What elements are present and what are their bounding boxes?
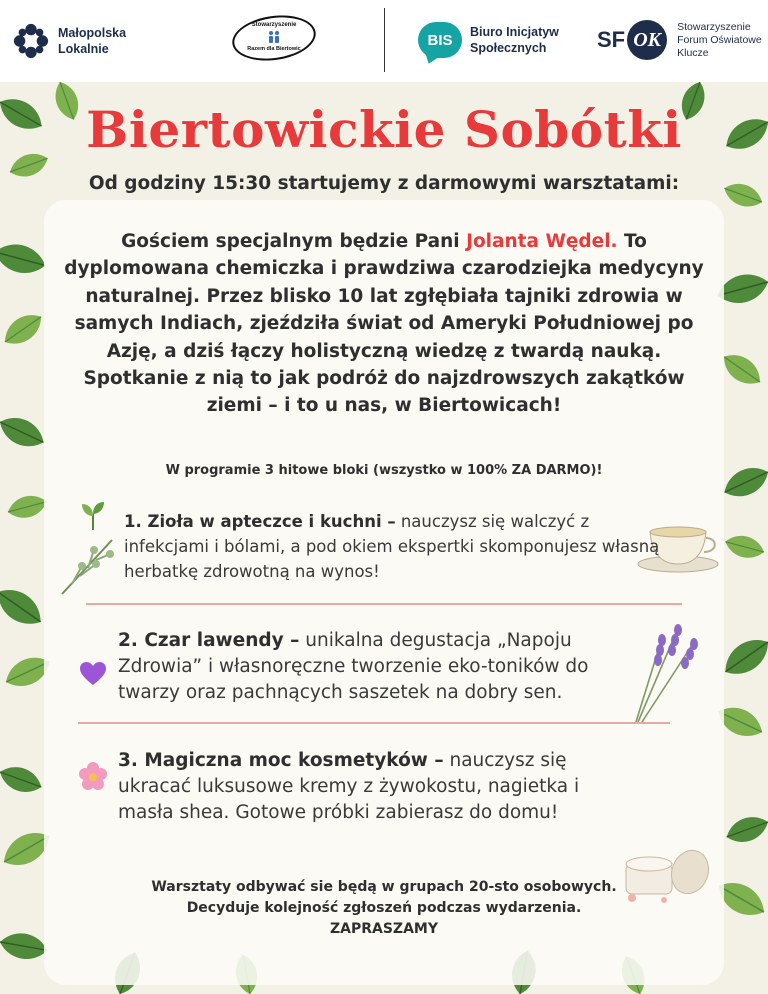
block-2-text: unikalna degustacja „Napoju Zdrowia” i własnoręczne tworzenie eko-toników do twarzy oraz pachnących saszetek na dobry sen. — [118, 630, 589, 703]
block-2-title: 2. Czar lawendy – — [118, 630, 300, 651]
bis-line2: Społecznych — [470, 41, 547, 55]
sfok-ok-badge: OK — [627, 20, 667, 60]
sfok-line3: Klucze — [677, 46, 709, 59]
razem-bottom-text: Razem dla Biertowic — [247, 46, 301, 52]
malopolska-line2: Lokalnie — [58, 42, 109, 56]
malopolska-line1: Małopolska — [58, 26, 127, 40]
program-block-2 — [118, 628, 638, 706]
sfok-line2: Forum Oświatowe — [677, 33, 762, 46]
herb-bundle-illustration — [52, 530, 122, 600]
partner-header — [0, 0, 768, 82]
poster-title: Biertowickie Sobótki — [86, 100, 682, 159]
bis-line1: Biuro Inicjatyw — [470, 25, 559, 39]
footer-line-3: ZAPRASZAMY — [329, 921, 438, 937]
clover-icon — [12, 22, 50, 60]
intro-lead: Gościem specjalnym będzie Pani — [121, 231, 467, 252]
block-3-text: nauczysz się ukracać luksusowe kremy z żywokostu, nagietka i masła shea. Gotowe próbki zabierasz do domu! — [118, 750, 580, 823]
footer-line-1: Warsztaty odbywać sie będą w grupach 20-sto osobowych. — [151, 879, 617, 895]
program-block-3 — [118, 748, 638, 826]
section-divider-1 — [86, 603, 682, 605]
purple-heart-icon — [80, 662, 106, 686]
intro-body: To dyplomowana chemiczka i prawdziwa czarodziejka medycyny naturalnej. Przez blisko 10 lat zgłębiała tajniki zdrowia w samych Indiach, zjeździła świat od Ameryki Południowej po Azję, a dziś łączy holistyczną wiedzę z twardą nauką. Spotkanie z nią to jak podróż do najzdrowszych zakątków ziemi – i to u nas, w Biertowicach! — [64, 231, 704, 417]
guest-intro — [54, 228, 714, 420]
bis-badge: BIS — [418, 22, 462, 58]
section-divider-2 — [78, 722, 670, 724]
malopolska-lokalnie-logo — [12, 22, 126, 60]
sprout-icon — [80, 500, 106, 530]
block-1-text: nauczysz się walczyć z infekcjami i bólami, a pod okiem ekspertki skomponujesz własną herbatkę zdrowotną na wynos! — [124, 512, 660, 581]
razem-top-text: Stowarzyszenie — [251, 22, 297, 28]
program-note: W programie 3 hitowe bloki (wszystko w 100% ZA DARMO)! — [165, 463, 603, 478]
guest-name: Jolanta Wędel. — [466, 231, 618, 252]
bis-logo — [418, 22, 559, 58]
header-divider — [384, 8, 385, 72]
poster — [0, 82, 768, 994]
razem-dla-biertowic-logo — [232, 16, 316, 60]
program-block-1 — [124, 509, 664, 584]
people-icon — [268, 30, 280, 44]
lavender-illustration — [628, 618, 708, 726]
sfok-line1: Stowarzyszenie — [677, 20, 751, 33]
footer-line-2: Decyduje kolejność zgłoszeń podczas wydarzenia. — [186, 900, 582, 916]
sfok-sf: SF — [597, 27, 626, 52]
block-3-title: 3. Magiczna moc kosmetyków – — [118, 750, 444, 771]
poster-subtitle: Od godziny 15:30 startujemy z darmowymi warsztatami: — [88, 173, 680, 194]
footer-note — [0, 877, 768, 940]
pink-flower-icon — [79, 762, 107, 790]
block-1-title: 1. Zioła w apteczce i kuchni – — [124, 512, 396, 531]
sfok-logo — [597, 20, 762, 60]
